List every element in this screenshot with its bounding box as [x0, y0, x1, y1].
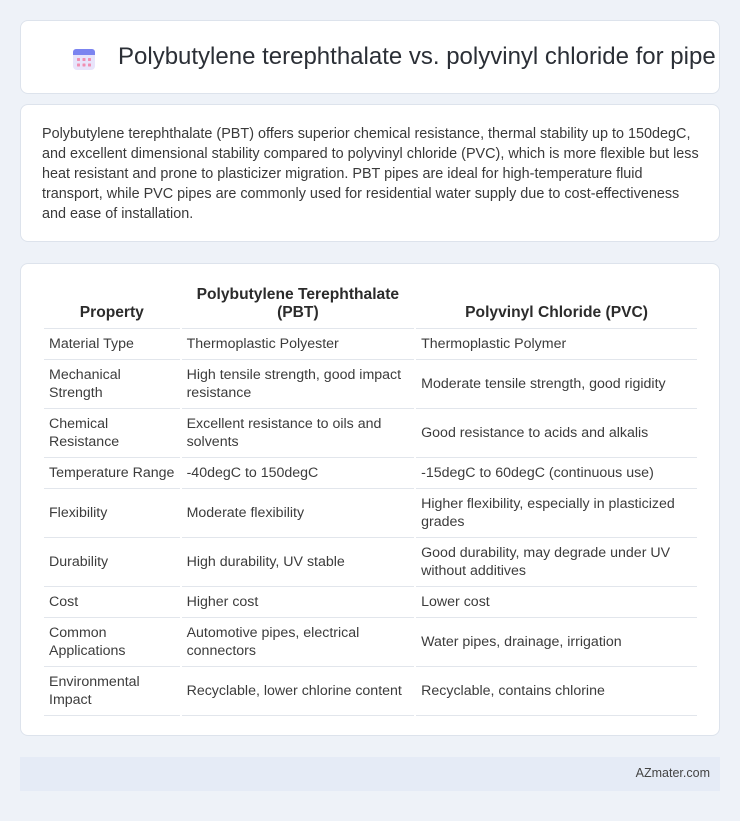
description-card	[20, 104, 720, 242]
property-cell: Common Applications	[44, 618, 180, 667]
table-row	[44, 587, 697, 618]
column-header-property: Property	[44, 284, 180, 329]
title-card	[20, 20, 720, 94]
pbt-cell: Thermoplastic Polyester	[182, 329, 415, 360]
footer	[20, 757, 720, 791]
pvc-cell: Lower cost	[416, 587, 697, 618]
pvc-cell: Good durability, may degrade under UV without additives	[416, 538, 697, 587]
footer-site-link[interactable]: AZmater.com	[635, 766, 710, 780]
property-cell: Material Type	[44, 329, 180, 360]
column-header-pbt: Polybutylene Terephthalate (PBT)	[182, 284, 415, 329]
table-row	[44, 360, 697, 409]
pbt-cell: Higher cost	[182, 587, 415, 618]
table-row	[44, 489, 697, 538]
pbt-cell: -40degC to 150degC	[182, 458, 415, 489]
table-row	[44, 667, 697, 716]
property-cell: Environmental Impact	[44, 667, 180, 716]
property-cell: Chemical Resistance	[44, 409, 180, 458]
pbt-cell: Moderate flexibility	[182, 489, 415, 538]
property-cell: Mechanical Strength	[44, 360, 180, 409]
pvc-cell: Water pipes, drainage, irrigation	[416, 618, 697, 667]
property-cell: Temperature Range	[44, 458, 180, 489]
table-row	[44, 618, 697, 667]
pbt-cell: High durability, UV stable	[182, 538, 415, 587]
table-row	[44, 329, 697, 360]
column-header-pvc: Polyvinyl Chloride (PVC)	[416, 284, 697, 329]
table-row	[44, 409, 697, 458]
comparison-table	[42, 284, 699, 716]
property-cell: Durability	[44, 538, 180, 587]
pvc-cell: Moderate tensile strength, good rigidity	[416, 360, 697, 409]
pvc-cell: Recyclable, contains chlorine	[416, 667, 697, 716]
property-cell: Flexibility	[44, 489, 180, 538]
pbt-cell: High tensile strength, good impact resistance	[182, 360, 415, 409]
description-text: Polybutylene terephthalate (PBT) offers superior chemical resistance, thermal stability up to 150degC, and excellent dimensional stability compared to polyvinyl chloride (PVC), which is more flexible but less heat resistant and prone to plasticizer migration. PBT pipes are ideal for high-temperature fluid transport, while PVC pipes are commonly used for residential water supply due to cost-effectiveness and ease of installation.	[42, 126, 699, 222]
page-title: Polybutylene terephthalate vs. polyvinyl chloride for pipe	[118, 43, 716, 70]
pvc-cell: Thermoplastic Polymer	[416, 329, 697, 360]
comparison-card	[20, 263, 720, 736]
pvc-cell: Higher flexibility, especially in plasticized grades	[416, 489, 697, 538]
pbt-cell: Automotive pipes, electrical connectors	[182, 618, 415, 667]
table-header-row	[44, 284, 697, 329]
pbt-cell: Excellent resistance to oils and solvents	[182, 409, 415, 458]
calendar-icon	[71, 46, 97, 72]
pvc-cell: Good resistance to acids and alkalis	[416, 409, 697, 458]
pbt-cell: Recyclable, lower chlorine content	[182, 667, 415, 716]
table-row	[44, 458, 697, 489]
pvc-cell: -15degC to 60degC (continuous use)	[416, 458, 697, 489]
table-row	[44, 538, 697, 587]
property-cell: Cost	[44, 587, 180, 618]
